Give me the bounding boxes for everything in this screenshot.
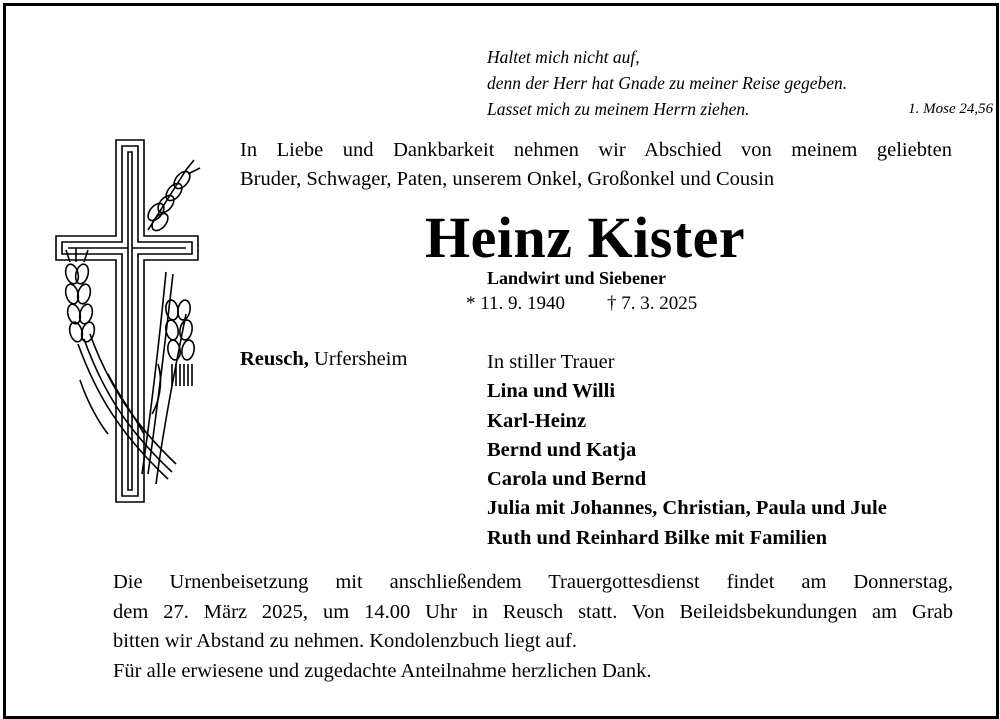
mourner-entry: Bernd und Katja <box>487 438 637 461</box>
notice-line: Die Urnenbeisetzung mit anschließendem Trauergottesdienst findet am Donnerstag, <box>113 571 953 593</box>
intro-line: In Liebe und Dankbarkeit nehmen wir Abschied von meinem geliebten <box>240 139 952 161</box>
intro-text <box>240 136 952 194</box>
death-date: † 7. 3. 2025 <box>607 293 698 314</box>
mourner-entry: Carola und Bernd <box>487 468 647 491</box>
deceased-name: Heinz Kister <box>425 205 746 270</box>
place-primary: Reusch, <box>240 348 309 370</box>
mourners-list <box>487 348 887 553</box>
mourner-entry: Ruth und Reinhard Bilke mit Familien <box>487 526 828 549</box>
place-line <box>240 348 407 371</box>
notice-line: bitten wir Abstand zu nehmen. Kondolenzbuch liegt auf. <box>113 630 577 652</box>
notice-line: Für alle erwiesene und zugedachte Anteilnahme herzlichen Dank. <box>113 659 652 682</box>
intro-line: Bruder, Schwager, Paten, unserem Onkel, Großonkel und Cousin <box>240 168 775 190</box>
bible-verse <box>487 44 994 122</box>
life-dates <box>466 293 697 315</box>
mourner-entry: Lina und Willi <box>487 380 616 403</box>
notice-line: dem 27. März 2025, um 14.00 Uhr in Reusch statt. Von Beileidsbekundungen am Grab <box>113 600 953 623</box>
mourner-entry: Karl-Heinz <box>487 409 587 432</box>
funeral-notice <box>113 568 953 686</box>
verse-line: denn der Herr hat Gnade zu meiner Reise gegeben. <box>487 73 848 93</box>
deceased-title: Landwirt und Siebener <box>487 268 667 288</box>
mourner-entry: Julia mit Johannes, Christian, Paula und Jule <box>487 497 887 520</box>
verse-reference: 1. Mose 24,56 <box>908 101 994 117</box>
place-secondary: Urfersheim <box>308 348 408 370</box>
mourners-heading: In stiller Trauer <box>487 351 615 373</box>
verse-line: Lasset mich zu meinem Herrn ziehen. <box>487 99 750 119</box>
cross-with-wheat-icon <box>48 134 208 534</box>
birth-date: * 11. 9. 1940 <box>466 293 566 314</box>
verse-line: Haltet mich nicht auf, <box>487 47 640 67</box>
